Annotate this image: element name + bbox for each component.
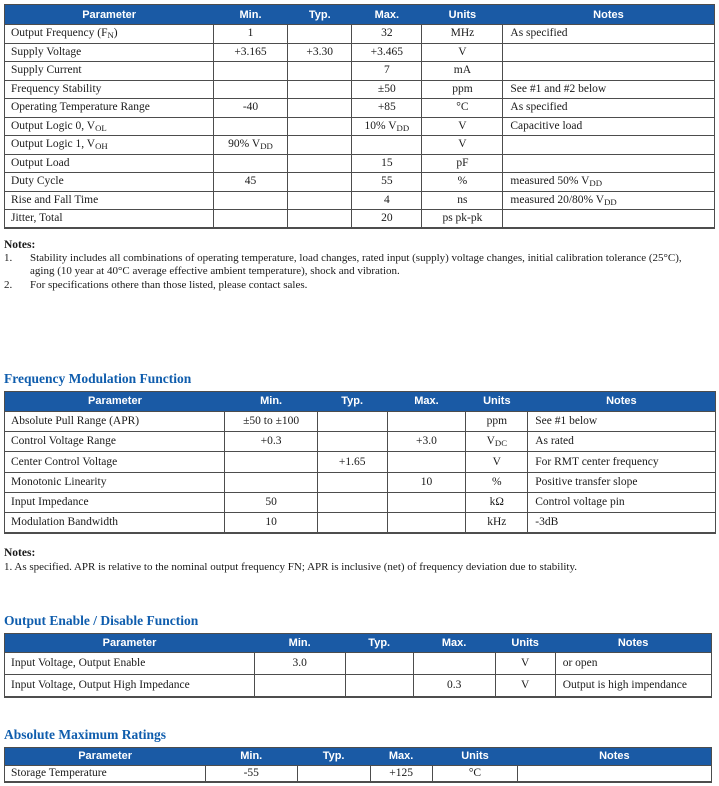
column-header-typ: Typ. <box>345 633 413 652</box>
cell-typ: +3.30 <box>288 43 352 62</box>
table-row <box>5 765 712 782</box>
column-header-max: Max. <box>352 5 422 25</box>
cell-notes: measured 20/80% $V_{DD}$ <box>503 191 715 210</box>
column-header-parameter: Parameter <box>5 5 214 25</box>
cell-units: V <box>495 674 555 696</box>
note-number: 1. <box>4 252 13 265</box>
cell-parameter: Rise and Fall Time <box>5 191 214 210</box>
cell-max: ±50 <box>352 80 422 99</box>
column-header-units: Units <box>466 391 528 411</box>
section-heading-absolute-max: Absolute Maximum Ratings <box>4 726 167 742</box>
cell-notes: As specified <box>503 25 715 44</box>
cell-typ <box>288 80 352 99</box>
cell-parameter: Absolute Pull Range (APR) <box>5 411 225 431</box>
table-row <box>5 43 715 62</box>
spec-table-output-enable <box>4 633 712 698</box>
notes-heading: Notes: <box>4 547 36 560</box>
cell-min <box>213 80 288 99</box>
spec-table-frequency-modulation <box>4 391 716 534</box>
cell-notes <box>503 210 715 229</box>
table-row <box>5 99 715 118</box>
table-row <box>5 493 716 513</box>
cell-min: +3.165 <box>213 43 288 62</box>
cell-parameter: Operating Temperature Range <box>5 99 214 118</box>
column-header-typ: Typ. <box>297 747 370 765</box>
cell-max <box>352 136 422 155</box>
cell-notes: For RMT center frequency <box>528 452 716 472</box>
cell-max: 20 <box>352 210 422 229</box>
cell-typ <box>288 173 352 192</box>
cell-typ <box>288 154 352 173</box>
table-row <box>5 210 715 229</box>
cell-notes <box>503 154 715 173</box>
table-row <box>5 411 716 431</box>
cell-notes: See #1 and #2 below <box>503 80 715 99</box>
cell-min: 50 <box>225 493 317 513</box>
note-text: 1. As specified. APR is relative to the nominal output frequency FN; APR is inclusive (net) of frequency deviation due to stability. <box>4 561 578 574</box>
column-header-min: Min. <box>225 391 317 411</box>
cell-max <box>387 452 466 472</box>
table-row <box>5 25 715 44</box>
column-header-max: Max. <box>387 391 466 411</box>
cell-typ: +1.65 <box>317 452 387 472</box>
cell-units: $V_{DC}$ <box>466 432 528 452</box>
cell-typ <box>317 493 387 513</box>
column-header-typ: Typ. <box>288 5 352 25</box>
cell-notes <box>503 43 715 62</box>
cell-parameter: Output Logic 0, $V_{OL}$ <box>5 117 214 136</box>
cell-max: 4 <box>352 191 422 210</box>
cell-typ <box>288 25 352 44</box>
column-header-min: Min. <box>213 5 288 25</box>
cell-min <box>213 154 288 173</box>
table-row <box>5 136 715 155</box>
cell-units: V <box>495 652 555 674</box>
cell-typ <box>297 765 370 782</box>
table-row <box>5 452 716 472</box>
table-row <box>5 432 716 452</box>
cell-units: V <box>422 43 503 62</box>
cell-min: ±50 to ±100 <box>225 411 317 431</box>
cell-parameter: Input Voltage, Output Enable <box>5 652 255 674</box>
cell-notes: As specified <box>503 99 715 118</box>
cell-notes: As rated <box>528 432 716 452</box>
cell-units: kΩ <box>466 493 528 513</box>
cell-parameter: Frequency Stability <box>5 80 214 99</box>
cell-notes <box>503 62 715 81</box>
cell-max <box>413 652 495 674</box>
cell-units: V <box>422 136 503 155</box>
notes-heading: Notes: <box>4 239 36 251</box>
column-header-typ: Typ. <box>317 391 387 411</box>
table-row <box>5 472 716 492</box>
column-header-notes: Notes <box>518 747 712 765</box>
table-row <box>5 80 715 99</box>
table-row <box>5 117 715 136</box>
cell-min: +0.3 <box>225 432 317 452</box>
cell-typ <box>317 513 387 533</box>
cell-parameter: Duty Cycle <box>5 173 214 192</box>
cell-parameter: Input Voltage, Output High Impedance <box>5 674 255 696</box>
cell-max <box>387 513 466 533</box>
cell-units: °C <box>422 99 503 118</box>
spec-table-absolute-max <box>4 747 712 784</box>
note-text: For specifications othere than those listed, please contact sales. <box>30 278 308 291</box>
cell-typ <box>288 210 352 229</box>
cell-typ <box>288 191 352 210</box>
cell-units: % <box>422 173 503 192</box>
cell-units: V <box>422 117 503 136</box>
cell-parameter: Center Control Voltage <box>5 452 225 472</box>
cell-typ <box>317 411 387 431</box>
spec-table-electrical <box>4 4 715 229</box>
cell-parameter: Supply Voltage <box>5 43 214 62</box>
cell-parameter: Output Load <box>5 154 214 173</box>
cell-notes: Positive transfer slope <box>528 472 716 492</box>
table-row <box>5 154 715 173</box>
table-row <box>5 173 715 192</box>
note-number: 2. <box>4 278 13 291</box>
column-header-notes: Notes <box>555 633 711 652</box>
cell-max: 10 <box>387 472 466 492</box>
cell-units: MHz <box>422 25 503 44</box>
cell-typ <box>345 674 413 696</box>
note-item <box>4 279 716 292</box>
cell-min: 10 <box>225 513 317 533</box>
cell-min: 90% $V_{DD}$ <box>213 136 288 155</box>
cell-typ <box>288 62 352 81</box>
table-row <box>5 513 716 533</box>
note-item <box>4 252 716 278</box>
cell-max: 0.3 <box>413 674 495 696</box>
cell-notes: See #1 below <box>528 411 716 431</box>
cell-units: ppm <box>466 411 528 431</box>
cell-typ <box>317 432 387 452</box>
section-heading-output-enable: Output Enable / Disable Function <box>4 612 199 628</box>
cell-notes: Capacitive load <box>503 117 715 136</box>
cell-parameter: Modulation Bandwidth <box>5 513 225 533</box>
cell-units: mA <box>422 62 503 81</box>
table-header-row <box>5 633 712 652</box>
column-header-notes: Notes <box>528 391 716 411</box>
cell-notes: or open <box>555 652 711 674</box>
cell-typ <box>288 99 352 118</box>
section-heading-frequency-modulation: Frequency Modulation Function <box>4 370 192 386</box>
table-row <box>5 674 712 696</box>
column-header-parameter: Parameter <box>5 391 225 411</box>
cell-parameter: Output Frequency $(F_N)$ <box>5 25 214 44</box>
cell-typ <box>288 117 352 136</box>
cell-max <box>387 411 466 431</box>
cell-parameter: Monotonic Linearity <box>5 472 225 492</box>
table-row <box>5 191 715 210</box>
cell-min <box>213 62 288 81</box>
cell-max <box>387 493 466 513</box>
cell-max: 7 <box>352 62 422 81</box>
cell-notes <box>503 136 715 155</box>
cell-typ <box>288 136 352 155</box>
column-header-notes: Notes <box>503 5 715 25</box>
cell-typ <box>345 652 413 674</box>
column-header-units: Units <box>422 5 503 25</box>
cell-units: °C <box>432 765 518 782</box>
note-text: Stability includes all combinations of operating temperature, load changes, rated input (supply) voltage changes, initial calibration tolerance (25°C), aging (10 year at 40°C average effective ambient temperature), shock and vibration. <box>30 252 682 278</box>
column-header-max: Max. <box>413 633 495 652</box>
cell-units: ns <box>422 191 503 210</box>
table-header-row <box>5 391 716 411</box>
table-row <box>5 652 712 674</box>
cell-parameter: Control Voltage Range <box>5 432 225 452</box>
cell-max: 55 <box>352 173 422 192</box>
cell-min: 45 <box>213 173 288 192</box>
cell-max: 32 <box>352 25 422 44</box>
column-header-parameter: Parameter <box>5 633 255 652</box>
cell-units: V <box>466 452 528 472</box>
column-header-units: Units <box>432 747 518 765</box>
cell-max: +3.465 <box>352 43 422 62</box>
cell-min: 3.0 <box>254 652 345 674</box>
cell-parameter: Jitter, Total <box>5 210 214 229</box>
cell-notes: Control voltage pin <box>528 493 716 513</box>
notes-block-frequency-modulation <box>4 547 716 574</box>
column-header-max: Max. <box>370 747 432 765</box>
notes-block-electrical <box>4 239 716 292</box>
cell-parameter: Output Logic 1, $V_{OH}$ <box>5 136 214 155</box>
table-row <box>5 62 715 81</box>
cell-units: pF <box>422 154 503 173</box>
cell-typ <box>317 472 387 492</box>
cell-min: -40 <box>213 99 288 118</box>
column-header-min: Min. <box>205 747 297 765</box>
cell-max: +125 <box>370 765 432 782</box>
cell-min <box>254 674 345 696</box>
cell-max: 15 <box>352 154 422 173</box>
cell-units: kHz <box>466 513 528 533</box>
cell-notes: -3dB <box>528 513 716 533</box>
cell-min: 1 <box>213 25 288 44</box>
cell-units: ppm <box>422 80 503 99</box>
cell-max: 10% $V_{DD}$ <box>352 117 422 136</box>
cell-notes: Output is high impendance <box>555 674 711 696</box>
cell-units: ps pk-pk <box>422 210 503 229</box>
column-header-parameter: Parameter <box>5 747 206 765</box>
cell-min: -55 <box>205 765 297 782</box>
cell-min <box>213 210 288 229</box>
cell-parameter: Supply Current <box>5 62 214 81</box>
cell-min <box>213 117 288 136</box>
cell-max: +3.0 <box>387 432 466 452</box>
cell-parameter: Storage Temperature <box>5 765 206 782</box>
column-header-min: Min. <box>254 633 345 652</box>
cell-notes: measured 50% $V_{DD}$ <box>503 173 715 192</box>
table-header-row <box>5 5 715 25</box>
table-header-row <box>5 747 712 765</box>
cell-notes <box>518 765 712 782</box>
cell-min <box>225 472 317 492</box>
cell-units: % <box>466 472 528 492</box>
cell-min <box>225 452 317 472</box>
cell-max: +85 <box>352 99 422 118</box>
cell-parameter: Input Impedance <box>5 493 225 513</box>
cell-min <box>213 191 288 210</box>
column-header-units: Units <box>495 633 555 652</box>
